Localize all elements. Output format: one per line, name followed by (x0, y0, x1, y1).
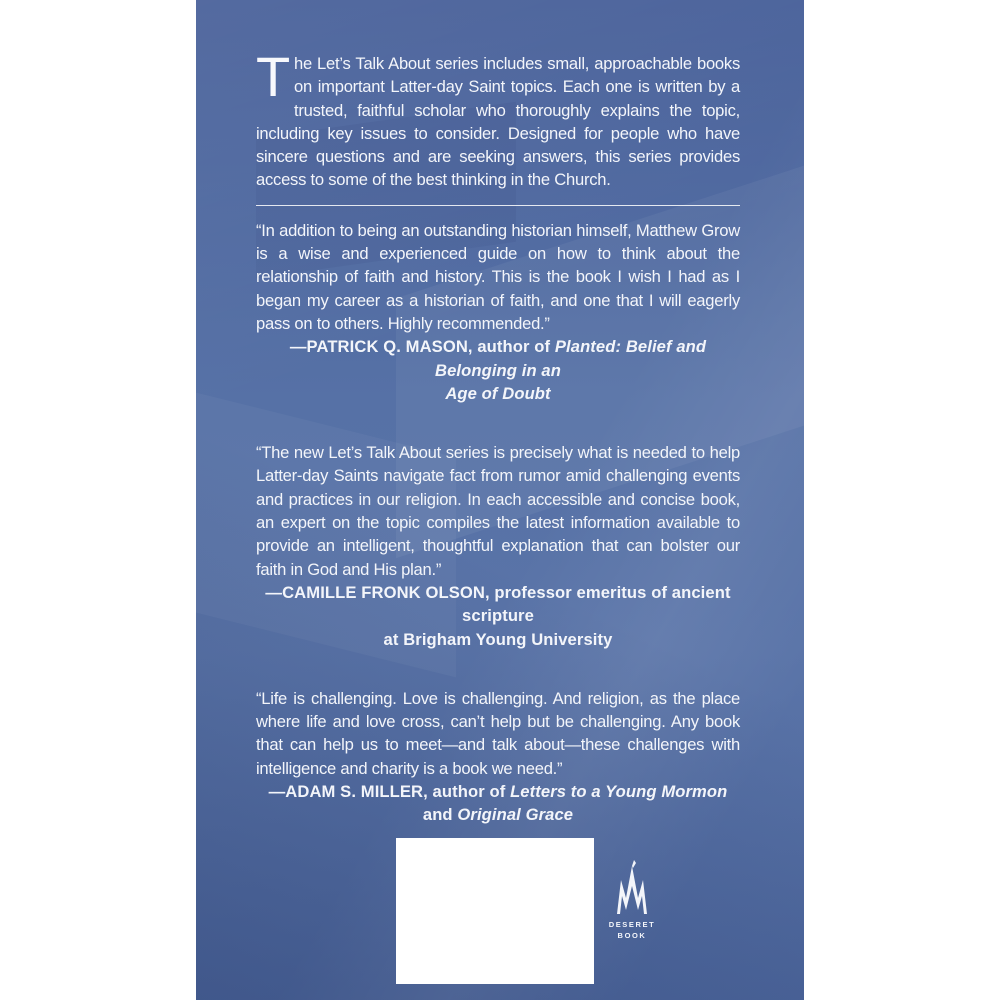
series-description (256, 45, 740, 192)
deseret-book-logo-icon (615, 858, 649, 916)
endorsement-attribution-1 (256, 335, 740, 405)
attribution-book-title: Letters to a Young Mormon (510, 782, 728, 802)
attribution-text: —ADAM S. MILLER, author of (268, 782, 511, 802)
endorsement-attribution-3 (256, 780, 740, 827)
endorsement-quote-2: “The new Let’s Talk About series is precisely what is needed to help Latter-day Saints navigate fact from rumor amid challenging events and practices in our religion. In each accessible and concise book, an expert on the topic compiles the latest information available to provide an intelligent, thoughtful explanation that can bolster our faith in God and His plan.” (256, 443, 740, 579)
attribution-book-title: Planted: Belief and Belonging in an (435, 337, 707, 380)
publisher-name-line2: BOOK (617, 931, 647, 940)
attribution-text: —CAMILLE FRONK OLSON, professor emeritus of ancient scripture (265, 582, 731, 626)
publisher-name-line1: DESERET (608, 920, 656, 929)
drop-cap: T (256, 45, 290, 108)
attribution-text: at Brigham Young University (383, 629, 613, 649)
publisher-logo (608, 858, 656, 958)
series-description-text: he Let’s Talk About series includes small, approachable books on important Latter-day Saint topics. Each one is written by a trusted, faithful scholar who thoroughly explains the topic, including key issues to consider. Designed for people who have sincere questions and are seeking answers, this series provides access to some of the best thinking in the Church. (256, 54, 740, 190)
endorsement-attribution-2 (256, 581, 740, 651)
barcode-area (396, 838, 594, 984)
endorsement-quote-1: “In addition to being an outstanding historian himself, Matthew Grow is a wise and experienced guide on how to think about the relationship of faith and history. This is the book I wish I had as I began my career as a historian of faith, and one that I will eagerly pass on to others. Highly recommended.” (256, 220, 740, 333)
endorsement-quote-3: “Life is challenging. Love is challenging. And religion, as the place where life and love cross, can’t help but be challenging. Any book that can help us to meet—and talk about—these challenges with intelligence and charity is a book we need.” (256, 688, 740, 778)
divider-rule (256, 205, 740, 206)
publisher-name (608, 919, 656, 941)
attribution-text: —PATRICK Q. MASON, author of (289, 337, 555, 357)
attribution-book-title: Age of Doubt (445, 383, 551, 403)
attribution-text: and (422, 805, 458, 825)
cover-copy (256, 45, 740, 827)
attribution-book-title: Original Grace (457, 805, 574, 825)
